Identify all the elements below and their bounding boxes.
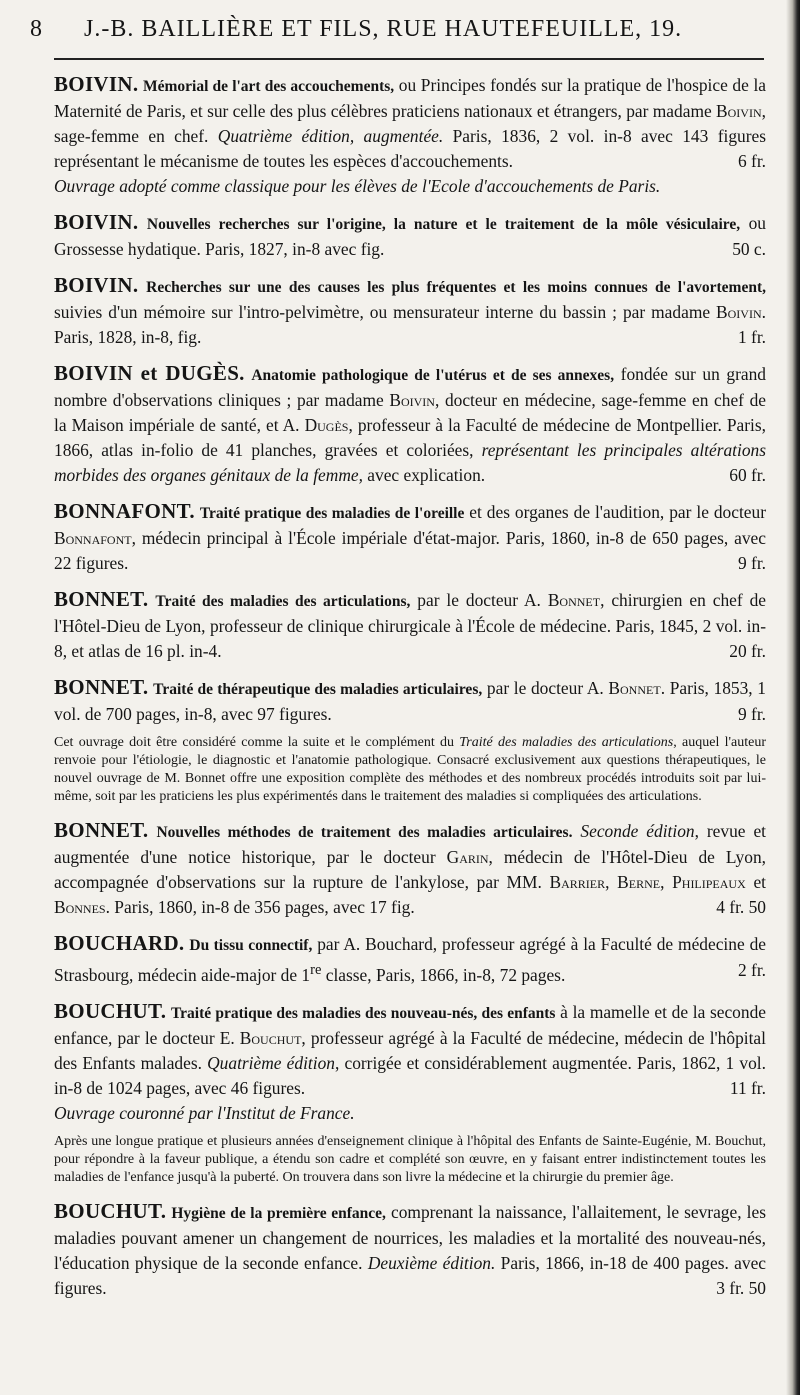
entry-text: , revue et augmentée d'une notice historique, par le docteur [54, 821, 767, 867]
entry-name: Boivin [389, 390, 435, 410]
entry-name: Dugès [304, 415, 349, 435]
page-number: 8 [30, 16, 43, 42]
entry-text: Paris, 1836, 2 vol. in-8 avec 143 figures représentant le mécanisme de toutes les espèces d'accouchements. [54, 126, 766, 171]
entry-text: , corrigée et considérablement augmentée. Paris, 1862, 1 vol. in-8 de 1024 pages, avec 46 figures. [54, 1052, 766, 1098]
entry-price: 4 fr. 50 [716, 897, 766, 917]
entry-price: 1 fr. [737, 327, 766, 347]
entry-text: par le docteur A. [410, 590, 548, 610]
entry-title: Mémorial de l'art des accouchements, [143, 78, 395, 95]
catalog-entry [54, 361, 766, 488]
note-text: Après une longue pratique et plusieurs années d'enseignement clinique à l'hôpital des Enfants de Sainte-Eugénie, M. Bouchut, pour répondre à la faveur publique, a étendu son cadre et complété son œuvre, en y faisant entrer indistinctement toutes les maladies de l'enfance jusqu'à la puberté. On trouvera dans son livre la médecine et la chirurgie du premier âge. [54, 1133, 766, 1185]
entry-text: , médecin principal à l'École impériale d'état-major. Paris, 1860, in-8 de 650 pages, avec 22 figures. [54, 528, 766, 573]
entry-note [54, 1133, 766, 1187]
note-text: Cet ouvrage doit être considéré comme la suite et le complément du [54, 735, 460, 750]
entry-title: Du tissu connectif, [189, 937, 313, 954]
entry-text: , professeur à la Faculté de médecine de Montpellier. Paris, 1866, atlas in-folio de 41 planches, gravées et coloriées, [54, 415, 766, 460]
entry-title: Nouvelles recherches sur l'origine, la nature et le traitement de la môle vésiculaire, [146, 216, 741, 233]
entry-name: Barrier, Berne, Philipeaux [549, 872, 746, 892]
entry-price: 6 fr. [737, 151, 766, 171]
entry-author: BOIVIN. [54, 273, 139, 297]
entry-title: Hygiène de la première enfance, [171, 1204, 386, 1222]
entry-text: , docteur en médecine, sage-femme en chef de la Maison impériale de santé, et A. [54, 390, 766, 435]
entry-text: . Paris, 1860, in-8 de 356 pages, avec 17 fig. [105, 897, 415, 917]
entry-author: BOUCHARD. [54, 931, 185, 955]
entry-text: comprenant la naissance, l'allaitement, le sevrage, les maladies pouvant amener un changement de nourrices, les maladies et la mortalité des nouveau-nés, l'éducation physique de la seconde enfance. [54, 1201, 766, 1273]
entry-author: BOIVIN. [54, 72, 139, 96]
entry-title: Anatomie pathologique de l'utérus et de ses annexes, [251, 367, 615, 384]
catalog-entry [54, 72, 766, 199]
entry-title: Nouvelles méthodes de traitement des maladies articulaires. [156, 824, 573, 841]
entry-title: Traité des maladies des articulations, [155, 593, 411, 610]
entry-author: BONNET. [54, 587, 149, 611]
entry-price: 11 fr. [729, 1077, 766, 1098]
entry-italic: Ouvrage adopté comme classique pour les élèves de l'Ecole d'accouchements de Paris. [54, 176, 661, 196]
entry-note [54, 734, 766, 806]
entry-name: Bonnet [547, 590, 601, 610]
entry-text: ou Principes fondés sur la pratique de l'hospice de la Maternité de Paris, et sur celle des plus célèbres praticiens nationaux et étrangers, par madame [54, 75, 767, 121]
entry-text: classe, Paris, 1866, in-8, 72 pages. [321, 964, 566, 985]
entry-price: 3 fr. 50 [716, 1277, 766, 1298]
entry-italic: Quatrième édition [207, 1052, 335, 1073]
entry-text: avec explication. [362, 465, 486, 485]
entry-author: BONNET. [54, 818, 149, 842]
entry-name: Garin [446, 847, 489, 867]
entry-author: BOIVIN et DUGÈS. [54, 361, 245, 385]
entry-author: BONNET. [54, 675, 149, 699]
header-rule [54, 58, 764, 60]
entry-author: BOUCHUT. [54, 1198, 167, 1223]
entry-title: Traité pratique des maladies de l'oreille [199, 505, 465, 522]
entry-price: 20 fr. [729, 641, 766, 661]
entry-text: fondée sur un grand nombre d'observations cliniques ; par madame [54, 364, 766, 410]
catalog-entry [54, 587, 766, 664]
entry-author: BOUCHUT. [54, 998, 167, 1023]
page-header [30, 16, 770, 46]
entry-price: 60 fr. [729, 465, 766, 485]
entry-title: Recherches sur une des causes les plus fréquentes et les moins connues de l'avortement, [146, 279, 766, 296]
entry-text: par le docteur A. [482, 678, 609, 698]
entry-italic: Deuxième édition. [367, 1252, 496, 1273]
entry-text: , professeur agrégé à la Faculté de médecine, médecin de l'hôpital des Enfants malades. [54, 1027, 766, 1073]
entry-price: 9 fr. [737, 553, 766, 573]
entry-text: , médecin de l'Hôtel-Dieu de Lyon, accompagnée d'observations sur la rupture de l'ankylose, par MM. [54, 847, 766, 892]
entry-italic: Quatrième édition, augmentée. [217, 126, 444, 146]
entry-text: et [745, 872, 766, 892]
entry-price: 50 c. [732, 239, 766, 259]
entry-text: à la mamelle et de la seconde enfance, par le docteur E. [54, 1001, 766, 1048]
entry-italic: Seconde édition [580, 821, 695, 841]
catalog-entry [54, 1199, 766, 1301]
entry-price: 2 fr. [737, 960, 766, 980]
entry-name: Bouchut [239, 1027, 302, 1048]
catalog-entry [54, 675, 766, 727]
entry-text: ou Grossesse hydatique. Paris, 1827, in-8 avec fig. [54, 213, 766, 259]
entry-name: Bonnes [54, 897, 106, 917]
entry-text: Paris, 1866, in-18 de 400 pages. avec figures. [54, 1252, 767, 1298]
catalog-entry [54, 818, 766, 920]
catalog-entry [54, 499, 766, 576]
page-edge-shadow [786, 0, 800, 1395]
catalog-entries [54, 72, 766, 1312]
entry-superscript: re [310, 962, 322, 978]
entry-italic: représentant les principales altérations morbides des organes génitaux de la femme, [54, 440, 767, 485]
entry-text: . Paris, 1853, 1 vol. de 700 pages, in-8, avec 97 figures. [54, 678, 766, 724]
entry-name: Bonnafont [54, 528, 132, 548]
catalog-entry [54, 273, 766, 350]
entry-text: , sage-femme en chef. [54, 101, 766, 146]
note-italic: Traité des maladies des articulations [459, 735, 674, 750]
catalog-entry [54, 210, 766, 262]
entry-name: Boivin [716, 302, 762, 322]
entry-author: BONNAFONT. [54, 499, 195, 523]
note-text: , auquel l'auteur renvoie pour l'étiologie, le diagnostic et l'anatomie pathologique. Consacré exclusivement aux questions thérapeutiques, le nouvel ouvrage de M. Bonnet offre une exposition complète des méthodes et des nombreux procédés introduits soit par lui-même, soit par les praticiens les plus expérimentés dans le traitement des maladies si compliquées des articulations. [54, 735, 767, 804]
entry-author: BOIVIN. [54, 210, 139, 234]
catalog-entry [54, 931, 766, 988]
catalog-entry [54, 999, 766, 1126]
entry-text: par A. Bouchard, professeur agrégé à la Faculté de médecine de Strasbourg, médecin aide-major de 1 [54, 934, 766, 985]
entry-name: Bonnet [608, 678, 661, 698]
entry-text: , chirurgien en chef de l'Hôtel-Dieu de Lyon, professeur de clinique chirurgicale à l'École de médecine. Paris, 1845, 2 vol. in-8, et atlas de 16 pl. in-4. [54, 590, 766, 661]
entry-title: Traité de thérapeutique des maladies articulaires, [153, 681, 483, 698]
entry-price: 9 fr. [737, 704, 766, 724]
entry-italic: Ouvrage couronné par l'Institut de France. [54, 1102, 355, 1123]
publisher-line: J.-B. BAILLIÈRE ET FILS, RUE HAUTEFEUILLE, 19. [84, 16, 683, 42]
entry-name: Boivin [716, 101, 762, 121]
entry-title: Traité pratique des maladies des nouveau-nés, des enfants [170, 1004, 556, 1022]
entry-text: suivies d'un mémoire sur l'intro-pelvimètre, ou mensurateur interne du bassin ; par madame [54, 302, 717, 322]
entry-text: et des organes de l'audition, par le docteur [464, 502, 766, 522]
entry-text: . Paris, 1828, in-8, fig. [54, 302, 766, 347]
